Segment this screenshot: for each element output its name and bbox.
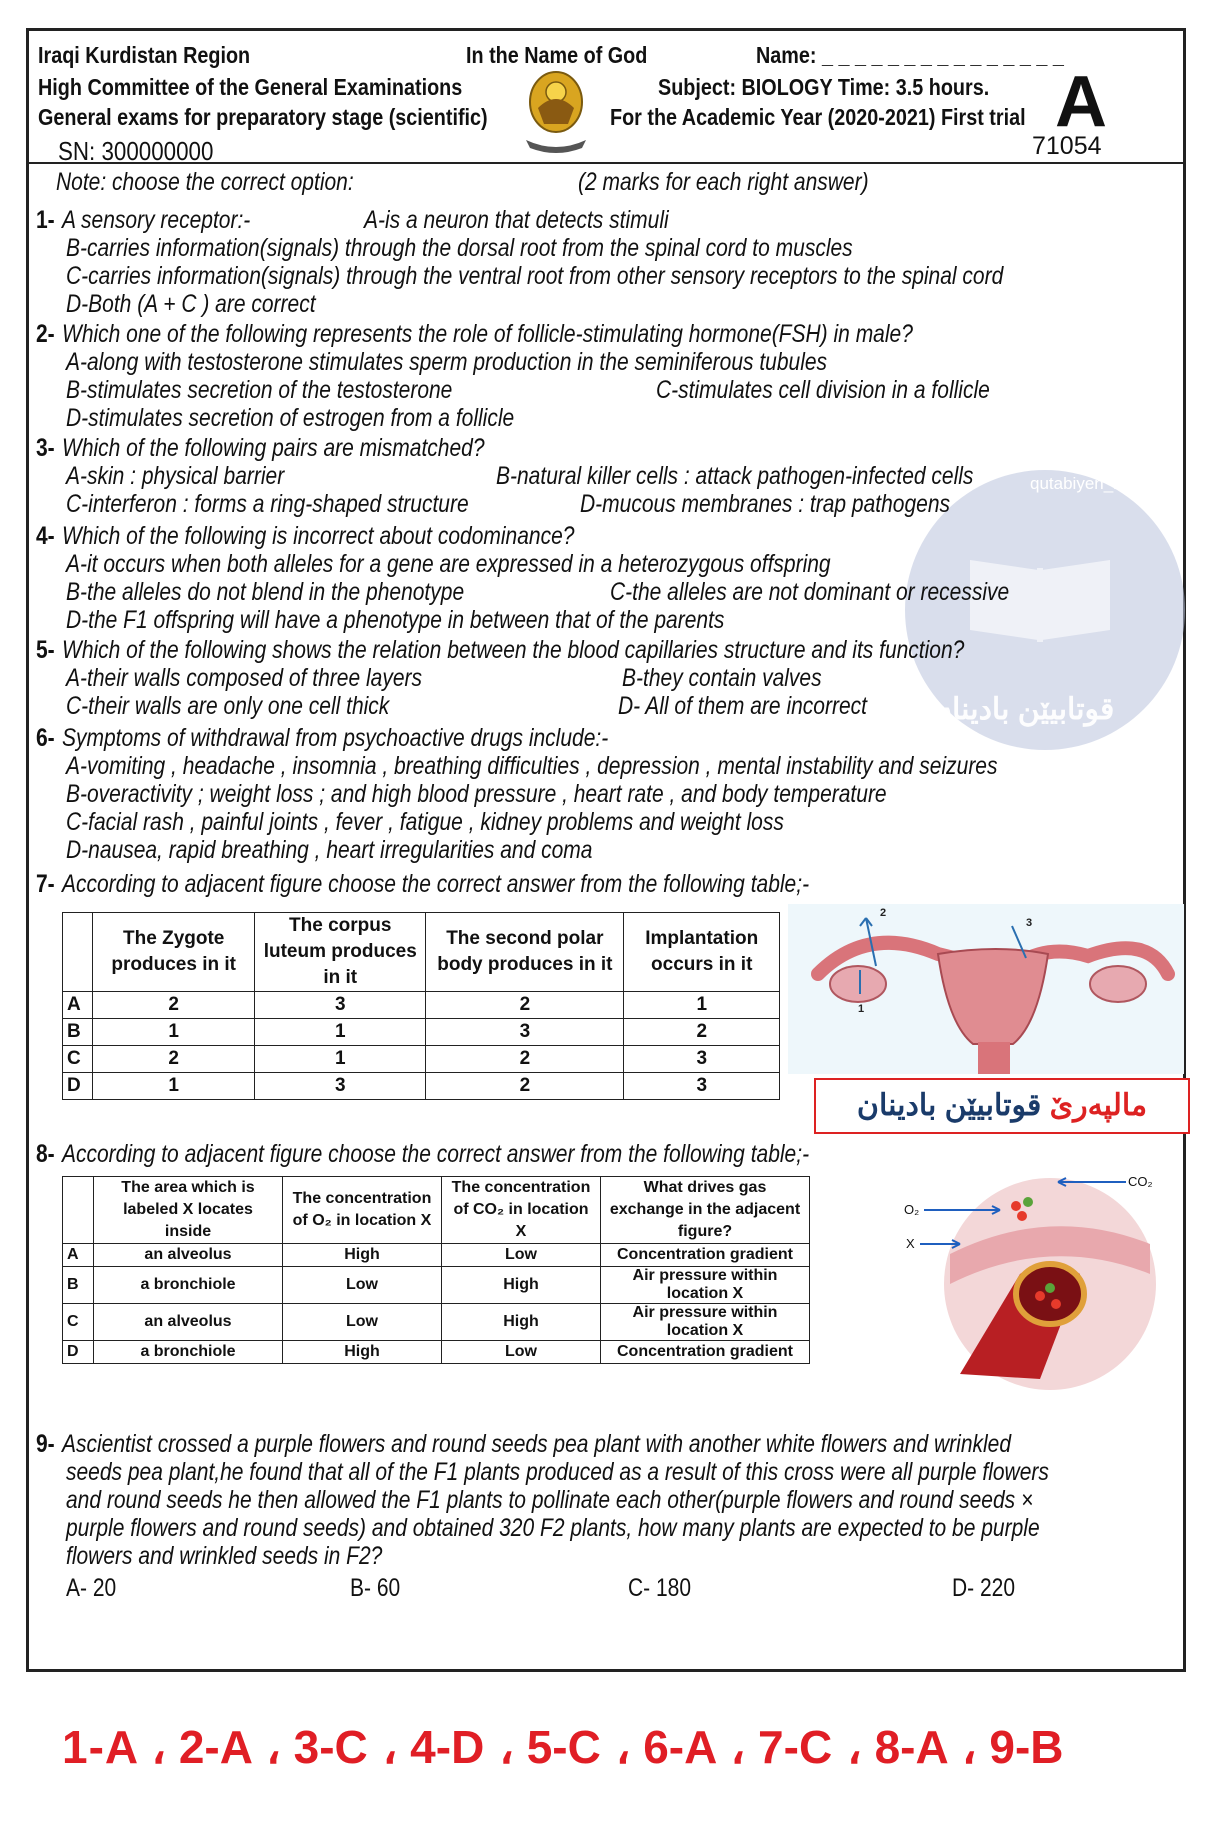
o2-label: O₂ [904,1202,920,1217]
table-row [63,1073,780,1100]
table-header: The Zygote produces in it [93,913,255,992]
q5-stem: Which of the following shows the relation between the blood capillaries structure and its function? [62,636,965,664]
q1-option-c: C-carries information(signals) through the ventral root from other sensory receptors to the spinal cord [66,262,1004,290]
q2-option-d: D-stimulates secretion of estrogen from a follicle [66,404,515,432]
watermark-arabic: قوتابیێن بادینان [930,693,1115,726]
figure7-label-2: 2 [880,907,887,919]
q2-option-a: A-along with testosterone stimulates sperm production in the seminiferous tubules [66,348,828,376]
kurdistan-emblem-icon [516,62,596,158]
table-cell: an alveolus [94,1304,283,1341]
row-label: D [63,1073,93,1100]
q4-option-a: A-it occurs when both alleles for a gene are expressed in a heterozygous offspring [66,550,831,578]
q2-option-c: C-stimulates cell division in a follicle [656,376,990,404]
exam-version-letter: A [1055,62,1107,142]
table-cell: 2 [93,1046,255,1073]
table-header: Implantation occurs in it [624,913,780,992]
table-cell: 3 [255,992,426,1019]
row-label: B [63,1267,94,1304]
name-field: Name: _ _ _ _ _ _ _ _ _ _ _ _ _ _ _ [756,42,1064,68]
q9-line-1: Ascientist crossed a purple flowers and round seeds pea plant with another white flowers and wrinkled [62,1430,1012,1458]
q6-stem: Symptoms of withdrawal from psychoactive drugs include:- [62,724,609,752]
table-cell: High [442,1304,601,1341]
answer-key: 1-A ، 2-A ، 3-C ، 4-D ، 5-C ، 6-A ، 7-C ، 8-A ، 9-B [62,1721,1065,1773]
row-label: C [63,1046,93,1073]
year-text: For the Academic Year (2020-2021) First trial [610,104,1026,130]
exams-text: General exams for preparatory stage (scientific) [38,104,488,130]
q1-option-b: B-carries information(signals) through the dorsal root from the spinal cord to muscles [66,234,853,262]
row-label: A [63,1244,94,1267]
subject-text: Subject: BIOLOGY Time: 3.5 hours. [658,74,990,100]
row-label: D [63,1341,94,1364]
q9-number: 9- [36,1430,55,1458]
q5-number: 5- [36,636,55,664]
table-row [63,1019,780,1046]
watermark-arc-text: qutabiyen_badinan [1030,474,1174,493]
q4-option-c: C-the alleles are not dominant or recessive [610,578,1010,606]
q5-option-b: B-they contain valves [622,664,822,692]
table-cell: Low [283,1267,442,1304]
q4-stem: Which of the following is incorrect about codominance? [62,522,575,550]
q6-number: 6- [36,724,55,752]
website-banner: مالپەرێ قوتابیێن بادینان [814,1078,1190,1134]
table-cell: 2 [426,1073,624,1100]
header-divider [26,162,1186,164]
table-header-row [63,1177,810,1244]
table-cell: 3 [255,1073,426,1100]
q9-option-a: A- 20 [66,1574,117,1602]
table-header: The concentration of O₂ in location X [283,1177,442,1244]
q7-number: 7- [36,870,55,898]
q6-option-d: D-nausea, rapid breathing , heart irregularities and coma [66,836,593,864]
q8-stem: According to adjacent figure choose the correct answer from the following table;- [62,1140,810,1168]
q3-number: 3- [36,434,55,462]
table-cell: 2 [426,1046,624,1073]
note-instruction: Note: choose the correct option: [56,168,354,196]
q8-number: 8- [36,1140,55,1168]
q6-option-b: B-overactivity ; weight loss ; and high blood pressure , heart rate , and body temperature [66,780,887,808]
gas-exchange-figure [900,1164,1180,1394]
q9-line-5: flowers and wrinkled seeds in F2? [66,1542,383,1570]
god-text: In the Name of God [466,42,648,68]
row-label: B [63,1019,93,1046]
table-row [63,1304,810,1341]
table-row [63,1244,810,1267]
table-corner [63,913,93,992]
committee-text: High Committee of the General Examinations [38,74,463,100]
table-cell: an alveolus [94,1244,283,1267]
x-label: X [906,1236,915,1251]
q4-option-d: D-the F1 offspring will have a phenotype in between that of the parents [66,606,725,634]
table-cell: 3 [624,1046,780,1073]
table-cell: Low [442,1244,601,1267]
row-label: A [63,992,93,1019]
figure7-label-3: 3 [1026,917,1033,929]
table-cell: 3 [624,1073,780,1100]
table-cell: a bronchiole [94,1341,283,1364]
q1-option-a: A-is a neuron that detects stimuli [364,206,669,234]
row-label: C [63,1304,94,1341]
table-cell: 3 [426,1019,624,1046]
table-cell: High [442,1267,601,1304]
table-cell: 1 [93,1073,255,1100]
table-cell: Low [442,1341,601,1364]
table-corner [63,1177,94,1244]
q9-line-4: purple flowers and round seeds) and obtained 320 F2 plants, how many plants are expected to be purple [66,1514,1040,1542]
table-cell: 2 [624,1019,780,1046]
q2-stem: Which one of the following represents the role of follicle-stimulating hormone(FSH) in male? [62,320,913,348]
table-cell: Air pressure within location X [601,1267,810,1304]
table-header: What drives gas exchange in the adjacent figure? [601,1177,810,1244]
q5-option-d: D- All of them are incorrect [618,692,867,720]
table-row [63,992,780,1019]
q1-stem: A sensory receptor:- [62,206,251,234]
q3-stem: Which of the following pairs are mismatched? [62,434,485,462]
sn-text: SN: 300000000 [58,136,214,166]
table-cell: High [283,1244,442,1267]
table-cell: 2 [426,992,624,1019]
q9-option-c: C- 180 [628,1574,692,1602]
q3-option-c: C-interferon : forms a ring-shaped structure [66,490,469,518]
q6-option-c: C-facial rash , painful joints , fever , fatigue , kidney problems and weight loss [66,808,784,836]
table-cell: Air pressure within location X [601,1304,810,1341]
q2-option-b: B-stimulates secretion of the testosterone [66,376,453,404]
q2-number: 2- [36,320,55,348]
q3-option-d: D-mucous membranes : trap pathogens [580,490,951,518]
table-row [63,1267,810,1304]
q9-option-d: D- 220 [952,1574,1016,1602]
table-cell: a bronchiole [94,1267,283,1304]
q3-option-b: B-natural killer cells : attack pathogen-infected cells [496,462,974,490]
reproductive-system-figure [788,904,1184,1074]
table-row [63,1046,780,1073]
table-cell: High [283,1341,442,1364]
q6-option-a: A-vomiting , headache , insomnia , breathing difficulties , depression , mental instability and seizures [66,752,998,780]
q4-option-b: B-the alleles do not blend in the phenotype [66,578,465,606]
table-header: The area which is labeled X locates inside [94,1177,283,1244]
table-header: The second polar body produces in it [426,913,624,992]
table-header: The concentration of CO₂ in location X [442,1177,601,1244]
q5-option-a: A-their walls composed of three layers [66,664,422,692]
table-cell: 1 [255,1019,426,1046]
table-cell: 1 [93,1019,255,1046]
q7-stem: According to adjacent figure choose the correct answer from the following table;- [62,870,810,898]
figure7-label-1: 1 [858,1003,865,1015]
exam-code: 71054 [1032,132,1102,160]
table-cell: Low [283,1304,442,1341]
q5-option-c: C-their walls are only one cell thick [66,692,390,720]
note-marks: (2 marks for each right answer) [578,168,869,196]
q4-number: 4- [36,522,55,550]
q3-option-a: A-skin : physical barrier [66,462,285,490]
table-row [63,1341,810,1364]
table-cell: Concentration gradient [601,1341,810,1364]
q9-line-2: seeds pea plant,he found that all of the F1 plants produced as a result of this cross were all purple flowers [66,1458,1049,1486]
table-cell: 1 [255,1046,426,1073]
table-cell: 2 [93,992,255,1019]
region-text: Iraqi Kurdistan Region [38,42,251,68]
q7-table [62,912,780,1100]
table-cell: 1 [624,992,780,1019]
q8-table [62,1176,810,1364]
table-cell: Concentration gradient [601,1244,810,1267]
q9-line-3: and round seeds he then allowed the F1 plants to pollinate each other(purple flowers and round seeds × [66,1486,1034,1514]
q9-option-b: B- 60 [350,1574,401,1602]
table-header: The corpus luteum produces in it [255,913,426,992]
co2-label: CO₂ [1128,1174,1153,1189]
table-header-row [63,913,780,992]
q1-option-d: D-Both (A + C ) are correct [66,290,316,318]
q1-number: 1- [36,206,55,234]
